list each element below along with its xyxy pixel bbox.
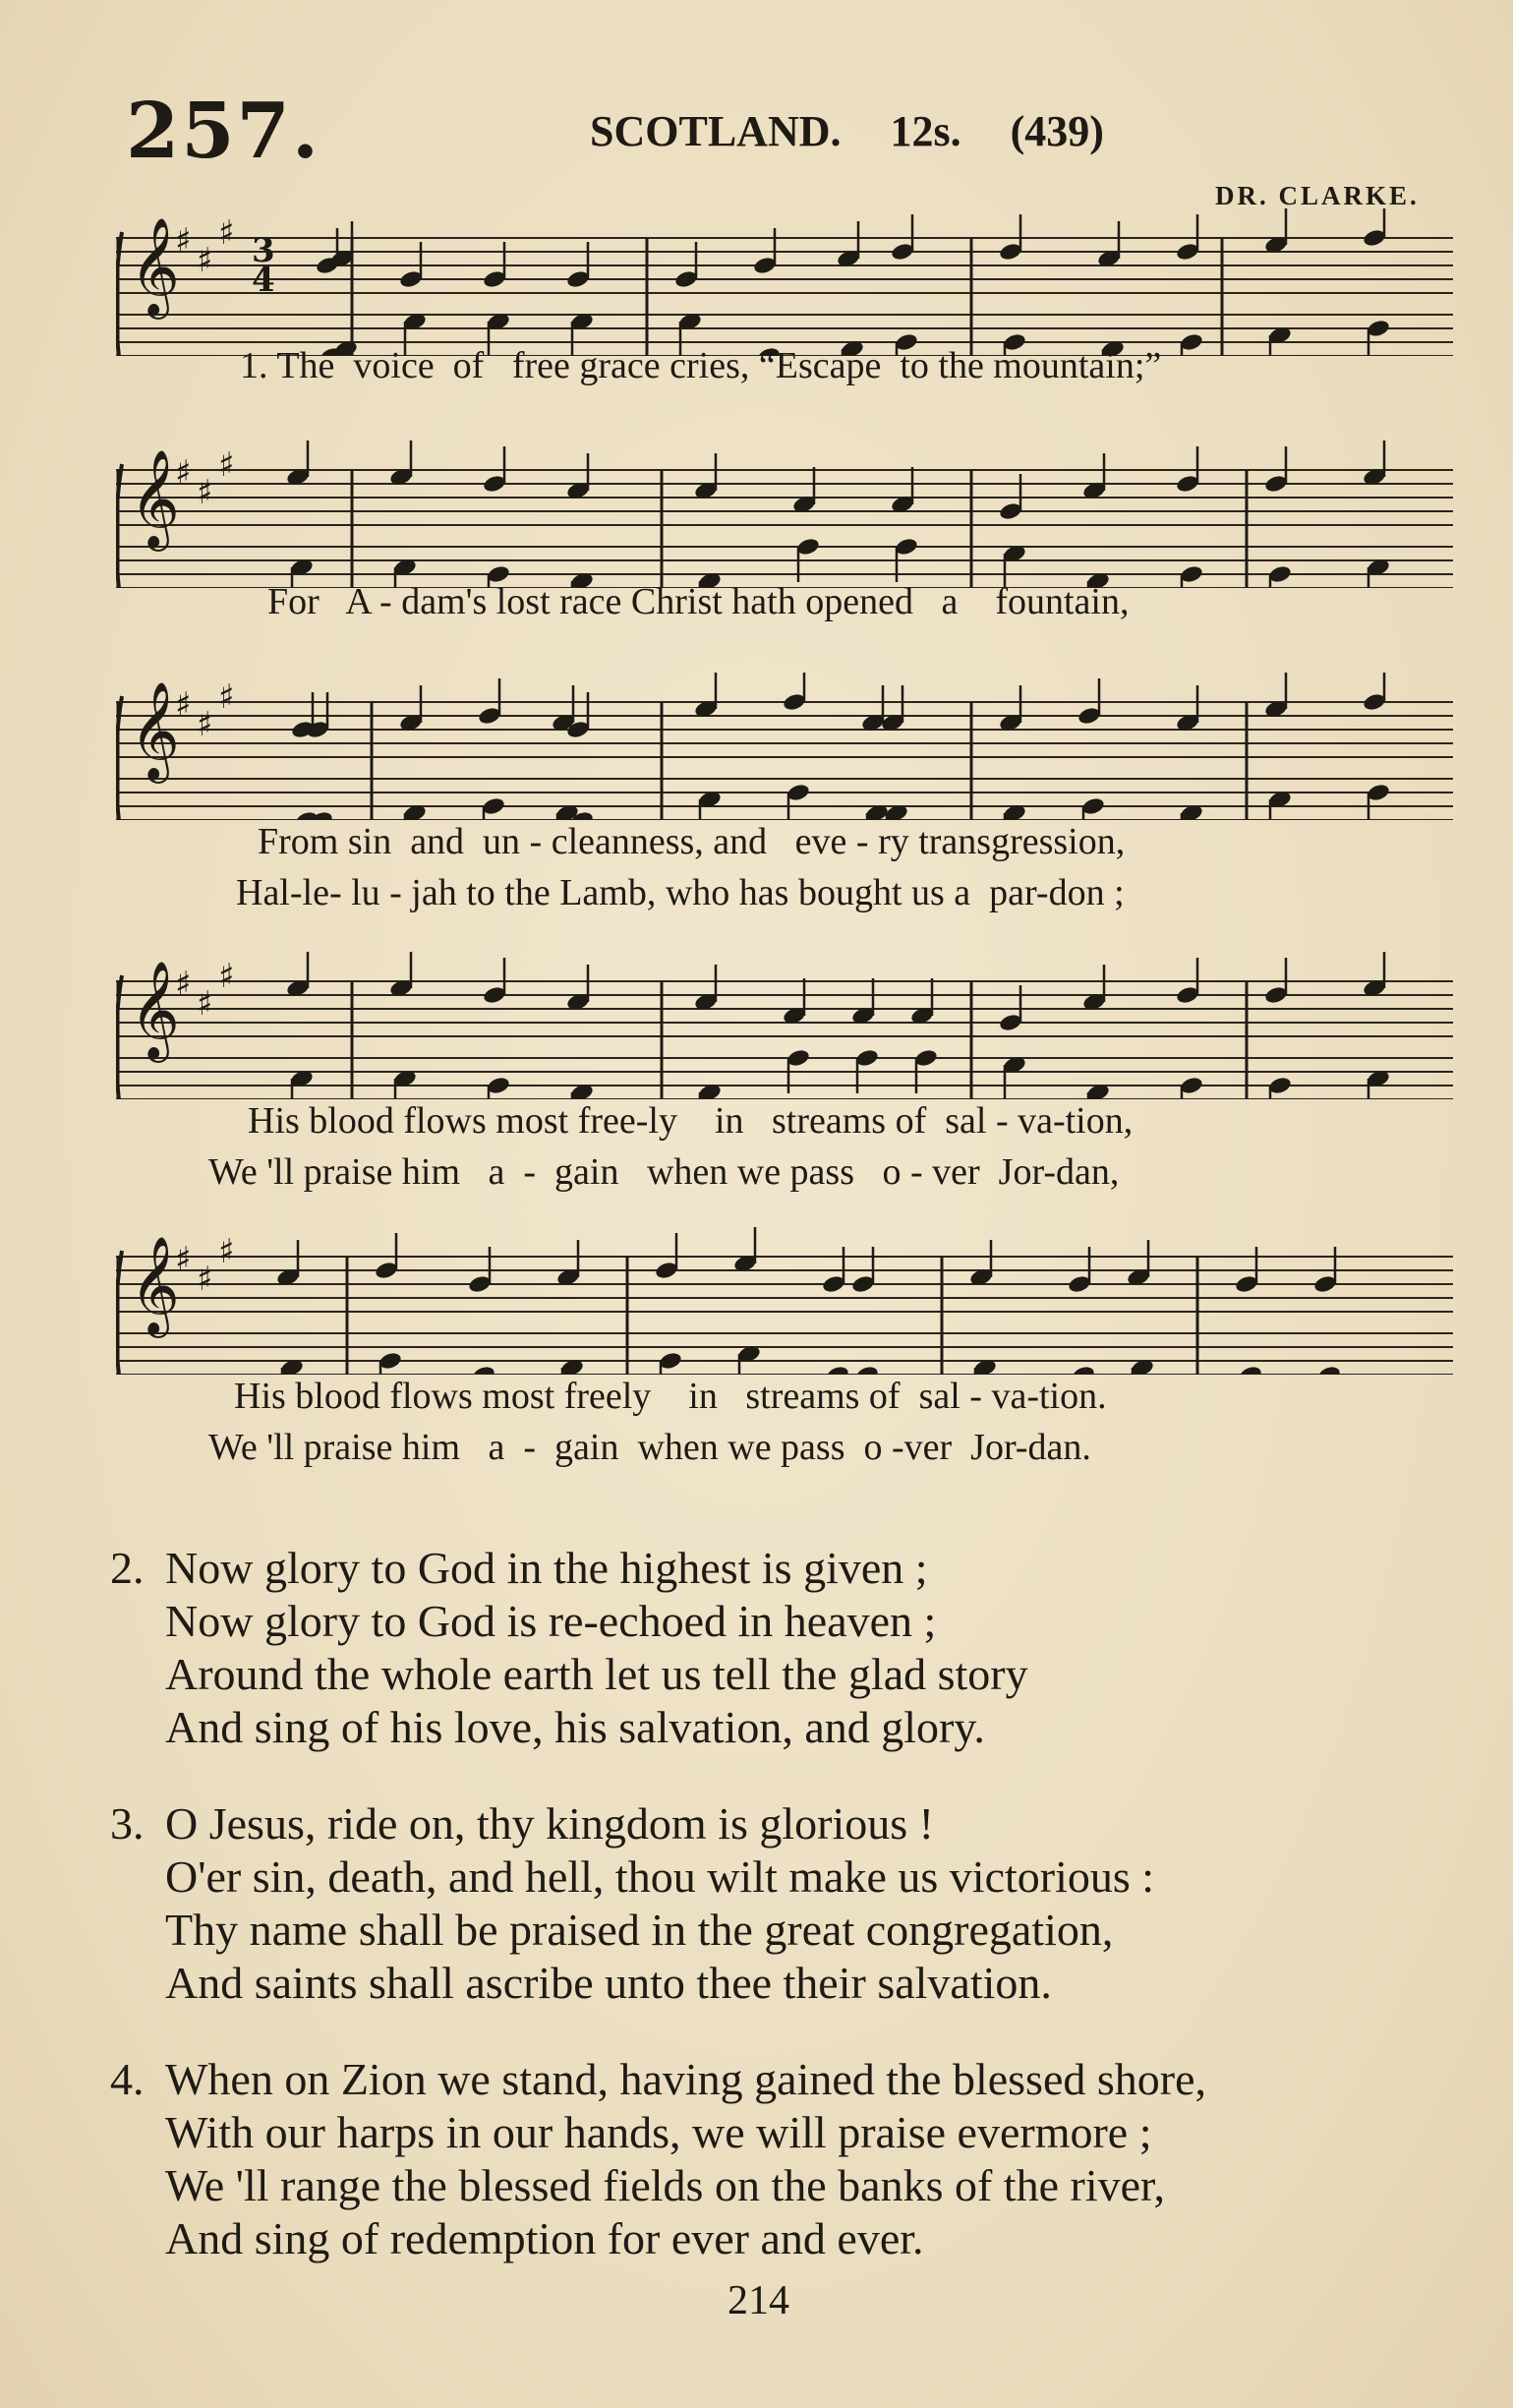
stanza-line: Thy name shall be praised in the great congregation, — [165, 1905, 1114, 1955]
svg-text:♯: ♯ — [175, 453, 192, 493]
svg-text:♯: ♯ — [175, 685, 192, 725]
stanza-number: 2. — [110, 1543, 145, 1593]
music-staff-3 — [116, 673, 1453, 820]
hymn-number: 257. — [126, 87, 320, 176]
stanza-line: And sing of his love, his salvation, and glory. — [165, 1702, 985, 1752]
stanza-line: Around the whole earth let us tell the glad story — [165, 1649, 1028, 1699]
svg-text:𝄞: 𝄞 — [130, 1236, 180, 1334]
stanza-line: O'er sin, death, and hell, thou wilt make us victorious : — [165, 1851, 1155, 1902]
lyric-line-3b: Hal-le- lu - jah to the Lamb, who has bought us a par-don ; — [236, 872, 1125, 913]
tune-name: SCOTLAND. — [590, 107, 842, 155]
lyric-line-3a: From sin and un - cleanness, and eve - ry transgression, — [258, 821, 1126, 862]
music-staff-2 — [116, 440, 1453, 588]
svg-text:♯: ♯ — [197, 473, 213, 512]
music-staff-5 — [116, 1227, 1453, 1375]
svg-text:𝄞: 𝄞 — [130, 449, 180, 548]
svg-text:𝄞: 𝄞 — [130, 681, 180, 780]
svg-text:♯: ♯ — [197, 1260, 213, 1299]
svg-text:𝄞: 𝄞 — [130, 217, 180, 316]
music-staff-1 — [116, 208, 1453, 356]
lyric-line-2: For A - dam's lost race Christ hath opened a fountain, — [267, 581, 1130, 622]
svg-text:♯: ♯ — [197, 984, 213, 1024]
svg-text:♯: ♯ — [218, 957, 235, 996]
lyric-line-5b: We 'll praise him a - gain when we pass o -ver Jor-dan. — [208, 1427, 1091, 1468]
composer: DR. CLARKE. — [1215, 181, 1420, 210]
svg-text:𝄞: 𝄞 — [130, 961, 180, 1059]
stanza-line: With our harps in our hands, we will praise evermore ; — [165, 2107, 1152, 2157]
stanza-4 — [110, 2053, 1206, 2265]
svg-text:4: 4 — [252, 261, 275, 300]
stanza-line: And sing of redemption for ever and ever. — [165, 2213, 924, 2263]
svg-text:♯: ♯ — [218, 213, 235, 253]
stanza-number: 4. — [110, 2054, 145, 2104]
svg-text:♯: ♯ — [175, 965, 192, 1004]
stanza-line: O Jesus, ride on, thy kingdom is glorious ! — [165, 1798, 934, 1849]
stanza-line: When on Zion we stand, having gained the blessed shore, — [165, 2054, 1207, 2104]
svg-text:♯: ♯ — [218, 1232, 235, 1271]
stanza-line: Now glory to God in the highest is given ; — [165, 1543, 928, 1593]
svg-text:3: 3 — [252, 231, 275, 270]
meter: 12s. — [890, 107, 961, 155]
lyric-line-1: 1. The voice of free grace cries, “Escape to the mountain;” — [240, 345, 1162, 386]
music-staff-4 — [116, 952, 1453, 1099]
svg-text:♯: ♯ — [218, 677, 235, 717]
hymn-reference: (439) — [1010, 107, 1104, 155]
stanza-3 — [110, 1797, 1154, 2010]
page-number: 214 — [727, 2278, 789, 2323]
svg-text:♯: ♯ — [197, 705, 213, 744]
stanza-2 — [110, 1542, 1028, 1754]
lyric-line-5a: His blood flows most freely in streams of sal - va-tion. — [234, 1376, 1107, 1417]
stanza-line: And saints shall ascribe unto thee their salvation. — [165, 1958, 1052, 2008]
svg-text:♯: ♯ — [197, 241, 213, 280]
stanza-line: Now glory to God is re-echoed in heaven ; — [165, 1596, 937, 1646]
lyric-line-4b: We 'll praise him a - gain when we pass o - ver Jor-dan, — [208, 1151, 1120, 1193]
svg-text:♯: ♯ — [218, 445, 235, 485]
hymn-header — [590, 106, 1153, 156]
svg-text:♯: ♯ — [175, 1240, 192, 1279]
stanza-number: 3. — [110, 1798, 145, 1849]
stanza-line: We 'll range the blessed fields on the banks of the river, — [165, 2160, 1165, 2210]
svg-text:♯: ♯ — [175, 221, 192, 261]
lyric-line-4a: His blood flows most free-ly in streams of sal - va-tion, — [248, 1100, 1134, 1142]
